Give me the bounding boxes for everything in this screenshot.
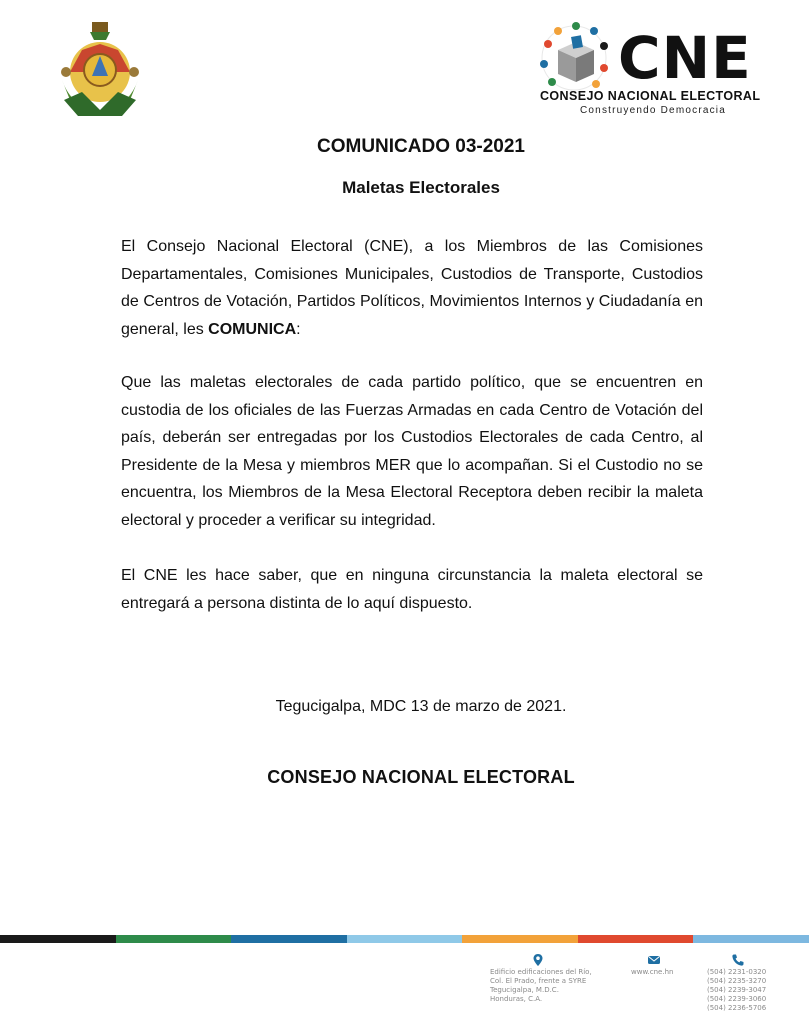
cne-wordmark: CNE xyxy=(618,24,752,92)
cne-logo xyxy=(536,22,778,118)
web-mail-icon xyxy=(647,953,661,967)
stripe-segment xyxy=(231,935,347,943)
location-pin-icon xyxy=(531,953,545,967)
communique-subtitle: Maletas Electorales xyxy=(342,178,500,197)
phone-icon xyxy=(731,953,745,967)
paragraph-3: El CNE les hace saber, que en ninguna circunstancia la maleta electoral se entregará a persona distinta de lo aquí dispuesto. xyxy=(121,567,703,612)
stripe-segment xyxy=(578,935,694,943)
signature: CONSEJO NACIONAL ELECTORAL xyxy=(267,767,575,787)
paragraph-1-bold: COMUNICA xyxy=(208,320,297,338)
place-and-date: Tegucigalpa, MDC 13 de marzo de 2021. xyxy=(275,698,567,715)
stripe-segment xyxy=(116,935,232,943)
cne-full-name: CONSEJO NACIONAL ELECTORAL xyxy=(540,89,761,103)
stripe-segment xyxy=(0,935,116,943)
footer-phones: (504) 2231-0320 (504) 2235-3270 (504) 2239-3047 (504) 2239-3060 (504) 2236-5706 xyxy=(707,968,767,1012)
honduras-coat-of-arms xyxy=(52,20,148,118)
coat-of-arms-icon xyxy=(52,20,148,118)
stripe-segment xyxy=(462,935,578,943)
paragraph-1-end: : xyxy=(296,320,301,338)
stripe-segment xyxy=(347,935,463,943)
footer-website: www.cne.hn xyxy=(631,968,674,976)
communique-title: COMUNICADO 03-2021 xyxy=(317,136,525,157)
ballot-box-icon xyxy=(536,22,614,92)
paragraph-2: Que las maletas electorales de cada partido político, que se encuentren en custodia de los oficiales de las Fuerzas Armadas en cada Centro de Votación del país, deberán ser entregadas por los Custodios Electorales de cada Centro, al Presidente de la Mesa y miembros MER que lo acompañan. Si el Custodio no se encuentra, los Miembros de la Mesa Electoral Receptora deben recibir la maleta electoral y proceder a verificar su integridad. xyxy=(121,374,703,529)
paragraph-1-text: El Consejo Nacional Electoral (CNE), a los Miembros de las Comisiones Departamentales, Comisiones Municipales, Custodios de Transporte, Custodios de Centros de Votación, Partidos Políticos, Movimientos Internos y Ciudadanía en general, les xyxy=(121,238,703,338)
paragraph-1 xyxy=(121,233,703,343)
stripe-segment xyxy=(693,935,809,943)
footer-address: Edificio edificaciones del Río, Col. El Prado, frente a SYRE Tegucigalpa, M.D.C. Honduras, C.A. xyxy=(490,968,592,1003)
cne-slogan: Construyendo Democracia xyxy=(580,105,726,116)
footer-color-stripe xyxy=(0,935,809,943)
